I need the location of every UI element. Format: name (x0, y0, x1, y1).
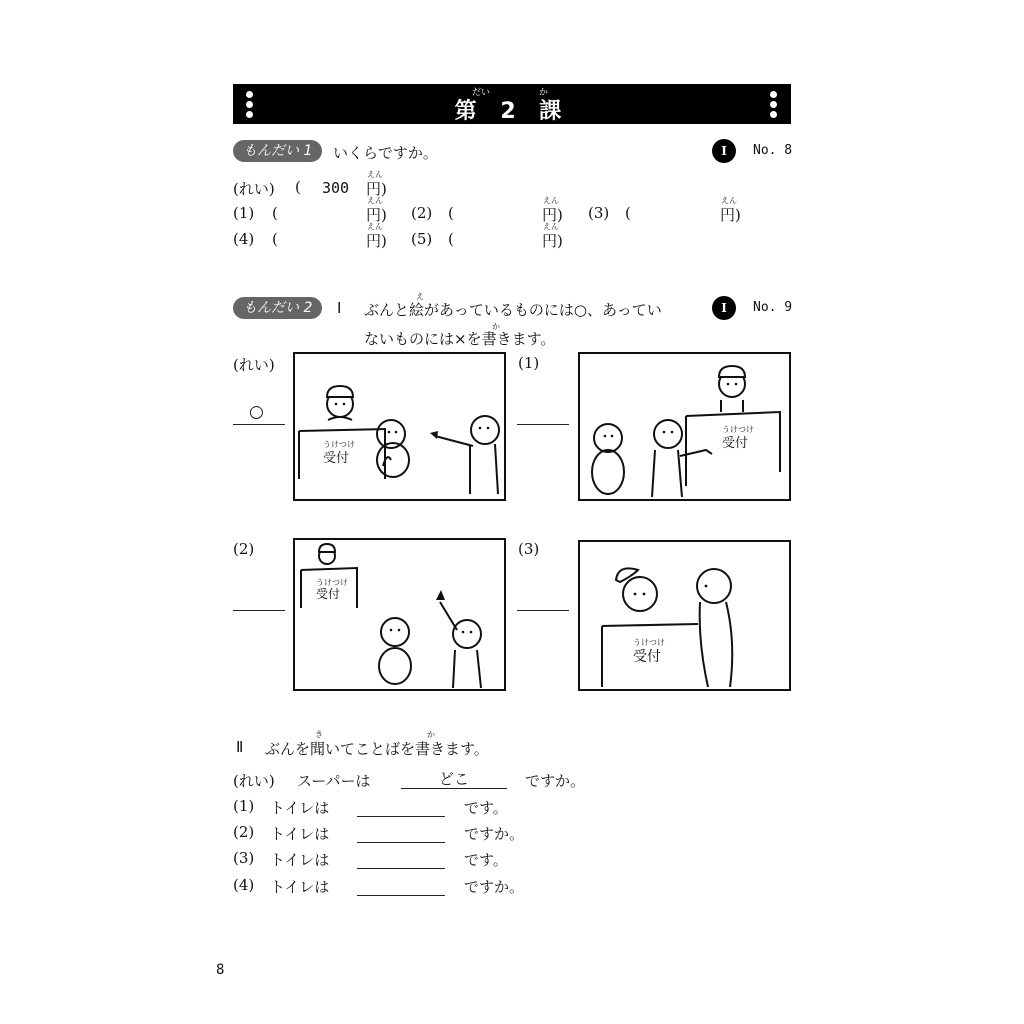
answer-blank-1[interactable] (517, 423, 569, 425)
audio-track-icon[interactable]: Ⅰ (712, 296, 736, 320)
mondai1-question: いくらですか。 (333, 144, 438, 162)
illustration-panel-example (293, 352, 506, 501)
reception-scene-illustration (580, 542, 789, 689)
mondai1-example-open: ( (295, 178, 301, 196)
mondai1-badge: もんだい 1 (233, 140, 322, 162)
mondai1-item-open: ( (448, 230, 454, 248)
answer-blank-example[interactable] (233, 423, 285, 425)
part2-item-subject: トイレは (270, 799, 330, 817)
mondai1-item-open: ( (625, 204, 631, 222)
answer-blank-3[interactable] (517, 609, 569, 611)
part2-item-label: (2) (233, 823, 255, 841)
part2-item-label: (1) (233, 797, 255, 815)
part1-numeral: I (337, 299, 342, 317)
answer-blank-2[interactable] (233, 609, 285, 611)
mondai1-example-label: (れい) (233, 180, 275, 198)
yen-close: 円) (366, 232, 387, 250)
example-answer: ○ (249, 402, 264, 422)
uketsuke-sign: 受付 (722, 436, 749, 451)
mondai1-example-value: 300 (322, 179, 350, 197)
mondai2-instruction-line1: ぶんと絵があっているものには○、あってい (364, 301, 662, 319)
ruby-e: え (416, 292, 424, 301)
part2-example-label: (れい) (233, 772, 275, 790)
mondai1-item-label: (4) (233, 230, 255, 248)
part2-example-end: ですか。 (525, 772, 586, 790)
part2-answer-blank[interactable] (357, 867, 445, 869)
lesson-ruby-ka: か (539, 88, 549, 98)
reception-scene-illustration (295, 540, 504, 689)
yen-close: 円) (366, 206, 387, 224)
panel-3-label: (3) (518, 540, 540, 558)
yen-close: 円) (542, 206, 563, 224)
mondai1-item-open: ( (272, 204, 278, 222)
part2-numeral: Ⅱ (236, 738, 244, 756)
part2-instruction: ぶんを聞いてことばを書きます。 (265, 740, 489, 758)
ruby-ki: き (315, 730, 323, 739)
mondai1-item-label: (3) (588, 204, 610, 222)
uketsuke-ruby: うけつけ (722, 425, 754, 434)
uketsuke-sign: 受付 (316, 587, 341, 601)
mondai1-item-open: ( (448, 204, 454, 222)
lesson-ruby-dai: だい (472, 88, 491, 98)
part2-item-end: です。 (464, 851, 508, 869)
ruby-ka: か (492, 322, 500, 331)
panel-example-label: (れい) (233, 356, 275, 374)
mondai1-item-label: (1) (233, 204, 255, 222)
page-number: 8 (216, 962, 225, 978)
panel-2-label: (2) (233, 540, 255, 558)
part2-item-end: ですか。 (464, 825, 525, 843)
en-ruby: えん (543, 222, 559, 231)
panel-1-label: (1) (518, 354, 540, 372)
part2-answer-blank[interactable] (357, 841, 445, 843)
part2-item-subject: トイレは (270, 878, 330, 896)
en-ruby: えん (367, 222, 383, 231)
uketsuke-sign: 受付 (633, 649, 661, 665)
mondai1-item-open: ( (272, 230, 278, 248)
uketsuke-ruby: うけつけ (633, 638, 665, 647)
part2-item-label: (3) (233, 849, 255, 867)
uketsuke-sign: 受付 (323, 451, 350, 466)
part2-example-answer: どこ (401, 768, 507, 789)
audio-track-icon[interactable]: Ⅰ (712, 139, 736, 163)
illustration-panel-1 (578, 352, 791, 501)
part2-answer-blank[interactable] (357, 894, 445, 896)
mondai1-item-label: (2) (411, 204, 433, 222)
part2-item-end: ですか。 (464, 878, 525, 896)
part2-item-subject: トイレは (270, 851, 330, 869)
yen-close: 円) (720, 206, 741, 224)
uketsuke-ruby: うけつけ (323, 440, 355, 449)
uketsuke-ruby: うけつけ (316, 578, 348, 587)
illustration-panel-2 (293, 538, 506, 691)
ruby-ka: か (427, 730, 435, 739)
en-ruby: えん (543, 196, 559, 205)
en-ruby: えん (367, 196, 383, 205)
lesson-banner (233, 84, 791, 124)
part2-answer-blank[interactable] (357, 815, 445, 817)
yen-close: 円) (542, 232, 563, 250)
part2-item-label: (4) (233, 876, 255, 894)
reception-scene-illustration (580, 354, 789, 499)
lesson-title: 第 2 課 (454, 99, 570, 124)
part2-item-end: です。 (464, 799, 508, 817)
en-ruby: えん (367, 170, 383, 179)
part2-item-subject: トイレは (270, 825, 330, 843)
mondai1-track-number: No. 8 (753, 143, 793, 158)
en-ruby: えん (721, 196, 737, 205)
part2-example-subject: スーパーは (297, 772, 371, 790)
mondai2-badge: もんだい 2 (233, 297, 322, 319)
reception-scene-illustration (295, 354, 504, 499)
mondai1-item-label: (5) (411, 230, 433, 248)
mondai2-instruction-line2: ないものには×を書きます。 (364, 330, 556, 348)
yen-close: 円) (366, 180, 387, 198)
illustration-panel-3 (578, 540, 791, 691)
mondai2-track-number: No. 9 (753, 300, 793, 315)
